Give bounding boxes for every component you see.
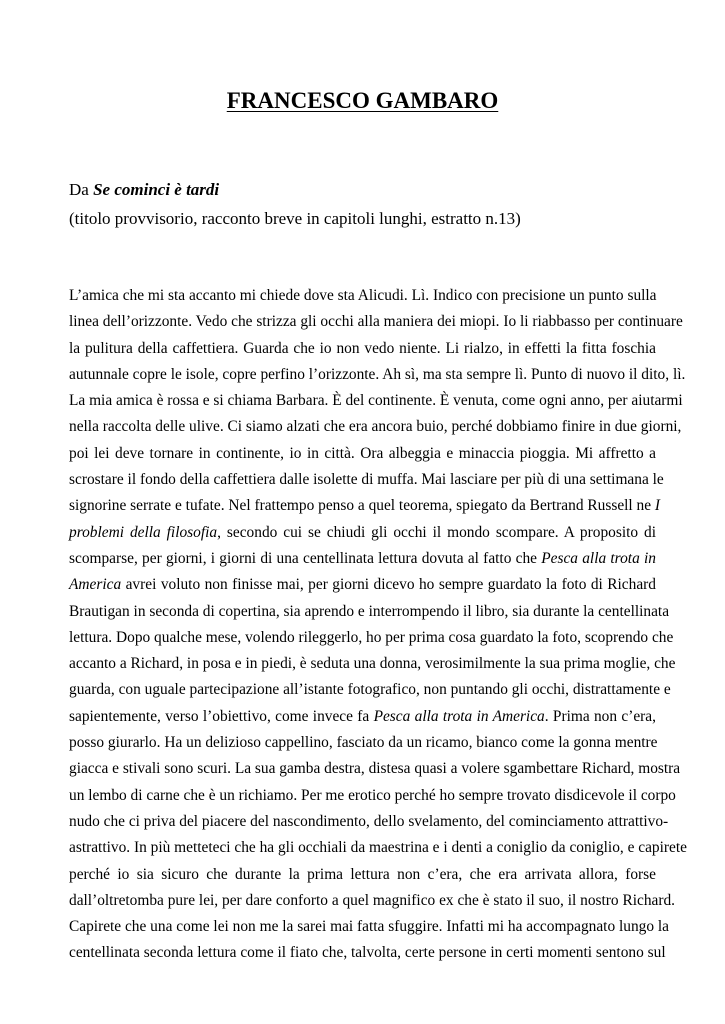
author-name: FRANCESCO GAMBARO: [226, 88, 499, 113]
text-line: [69, 546, 656, 572]
story-excerpt: [69, 283, 687, 967]
italic-text-segment: I: [654, 497, 661, 515]
text-line: [69, 388, 683, 414]
text-line: [69, 730, 656, 756]
source-prefix: Da: [69, 180, 94, 199]
text-line: [69, 888, 676, 914]
text-segment: scrostare il fondo della caffettiera dalle isolette di muffa. Mai lasciare per più di una settimana le: [69, 471, 664, 489]
text-line: [69, 677, 671, 703]
text-segment: posso giurarlo. Ha un delizioso cappellino, fasciato da un ricamo, bianco come la gonna mentre: [69, 734, 658, 752]
text-segment: Capirete che una come lei non me la sarei mai fatta sfuggire. Infatti mi ha accompagnato lungo la: [69, 918, 670, 936]
text-segment: scomparse, per giorni, i giorni di una centellinata lettura dovuta al fatto che: [69, 549, 542, 567]
text-line: [69, 809, 669, 835]
text-segment: L’amica che mi sta accanto mi chiede dove sta Alicudi. Lì. Indico con precisione un punto sulla: [69, 287, 657, 304]
text-line: [69, 441, 656, 467]
text-line: [69, 599, 670, 625]
text-line: [69, 756, 681, 782]
text-line: [69, 520, 656, 546]
text-line: [69, 914, 670, 940]
text-segment: signorine serrate e tufate. Nel frattempo penso a quel teorema, spiegato da Bertrand Russell ne: [69, 497, 655, 515]
text-segment: la pulitura della caffettiera. Guarda che io non vedo niente. Li rialzo, in effetti la fitta foschia: [69, 339, 656, 357]
text-line: [69, 625, 674, 651]
text-segment: nudo che ci priva del piacere del nascondimento, dello svelamento, del cominciamento attrattivo-: [69, 812, 669, 830]
source-title: Se cominci è tardi: [93, 180, 220, 199]
text-segment: autunnale copre le isole, copre perfino l’orizzonte. Ah sì, ma sta sempre lì. Punto di nuovo il dito, lì.: [69, 365, 686, 383]
text-segment: dall’oltretomba pure lei, per dare conforto a quel magnifico ex che è stato il suo, il nostro Richard.: [69, 891, 676, 909]
text-segment: guarda, con uguale partecipazione all’istante fotografico, non puntando gli occhi, distrattamente e: [69, 681, 671, 699]
text-segment: avrei voluto non finisse mai, per giorni dicevo ho sempre guardato la foto di Richard: [121, 576, 656, 594]
text-segment: perché io sia sicuro che durante la prima lettura non c’era, che era arrivata allora, forse: [69, 865, 656, 883]
text-segment: La mia amica è rossa e si chiama Barbara. È del continente. È venuta, come ogni anno, per aiutarmi: [69, 392, 683, 410]
subtitle: (titolo provvisorio, racconto breve in capitoli lunghi, estratto n.13): [69, 209, 521, 228]
text-segment: un lembo di carne che è un richiamo. Per me erotico perché ho sempre trovato disdicevole il corpo: [69, 786, 676, 804]
italic-text-segment: Pesca alla trota in America: [373, 707, 545, 725]
source-line: [69, 176, 219, 203]
text-line: [69, 572, 656, 598]
text-segment: astrattivo. In più metteteci che ha gli occhiali da maestrina e i denti a coniglio da coniglio, e capirete: [69, 839, 687, 857]
text-line: [69, 467, 664, 493]
text-line: [69, 362, 686, 388]
text-line: [69, 940, 666, 966]
text-segment: giacca e stivali sono scuri. La sua gamba destra, distesa quasi a volere sgambettare Richard, mostra: [69, 760, 681, 778]
text-line: [69, 783, 676, 809]
text-line: [69, 283, 656, 309]
text-line: [69, 414, 682, 440]
author-heading: [0, 86, 725, 116]
text-segment: . Prima non c’era,: [544, 707, 656, 725]
text-line: [69, 704, 656, 730]
text-line: [69, 651, 676, 677]
italic-text-segment: problemi della filosofia: [69, 523, 218, 541]
text-segment: centellinata seconda lettura come il fiato che, talvolta, certe persone in certi momenti sentono sul: [69, 944, 666, 962]
text-line: [69, 835, 687, 861]
text-line: [69, 862, 656, 888]
text-segment: nella raccolta delle ulive. Ci siamo alzati che era ancora buio, perché dobbiamo finire in due giorni,: [69, 418, 682, 436]
text-line: [69, 309, 683, 335]
italic-text-segment: America: [69, 576, 122, 594]
text-segment: lettura. Dopo qualche mese, volendo rileggerlo, ho per prima cosa guardato la foto, scoprendo che: [69, 628, 674, 646]
italic-text-segment: Pesca alla trota in: [541, 549, 656, 567]
text-segment: poi lei deve tornare in continente, io in città. Ora albeggia e minaccia pioggia. Mi affretto a: [69, 444, 656, 462]
text-segment: linea dell’orizzonte. Vedo che strizza gli occhi alla maniera dei miopi. Io li riabbasso per continuare: [69, 313, 683, 331]
text-line: [69, 493, 661, 519]
text-segment: Brautigan in seconda di copertina, sia aprendo e interrompendo il libro, sia durante la centellinata: [69, 602, 670, 620]
text-segment: accanto a Richard, in posa e in piedi, è seduta una donna, verosimilmente la sua prima moglie, che: [69, 655, 676, 673]
text-segment: , secondo cui se chiudi gli occhi il mondo scompare. A proposito di: [217, 523, 656, 541]
text-line: [69, 336, 656, 362]
text-segment: sapientemente, verso l’obiettivo, come invece fa: [69, 707, 374, 725]
